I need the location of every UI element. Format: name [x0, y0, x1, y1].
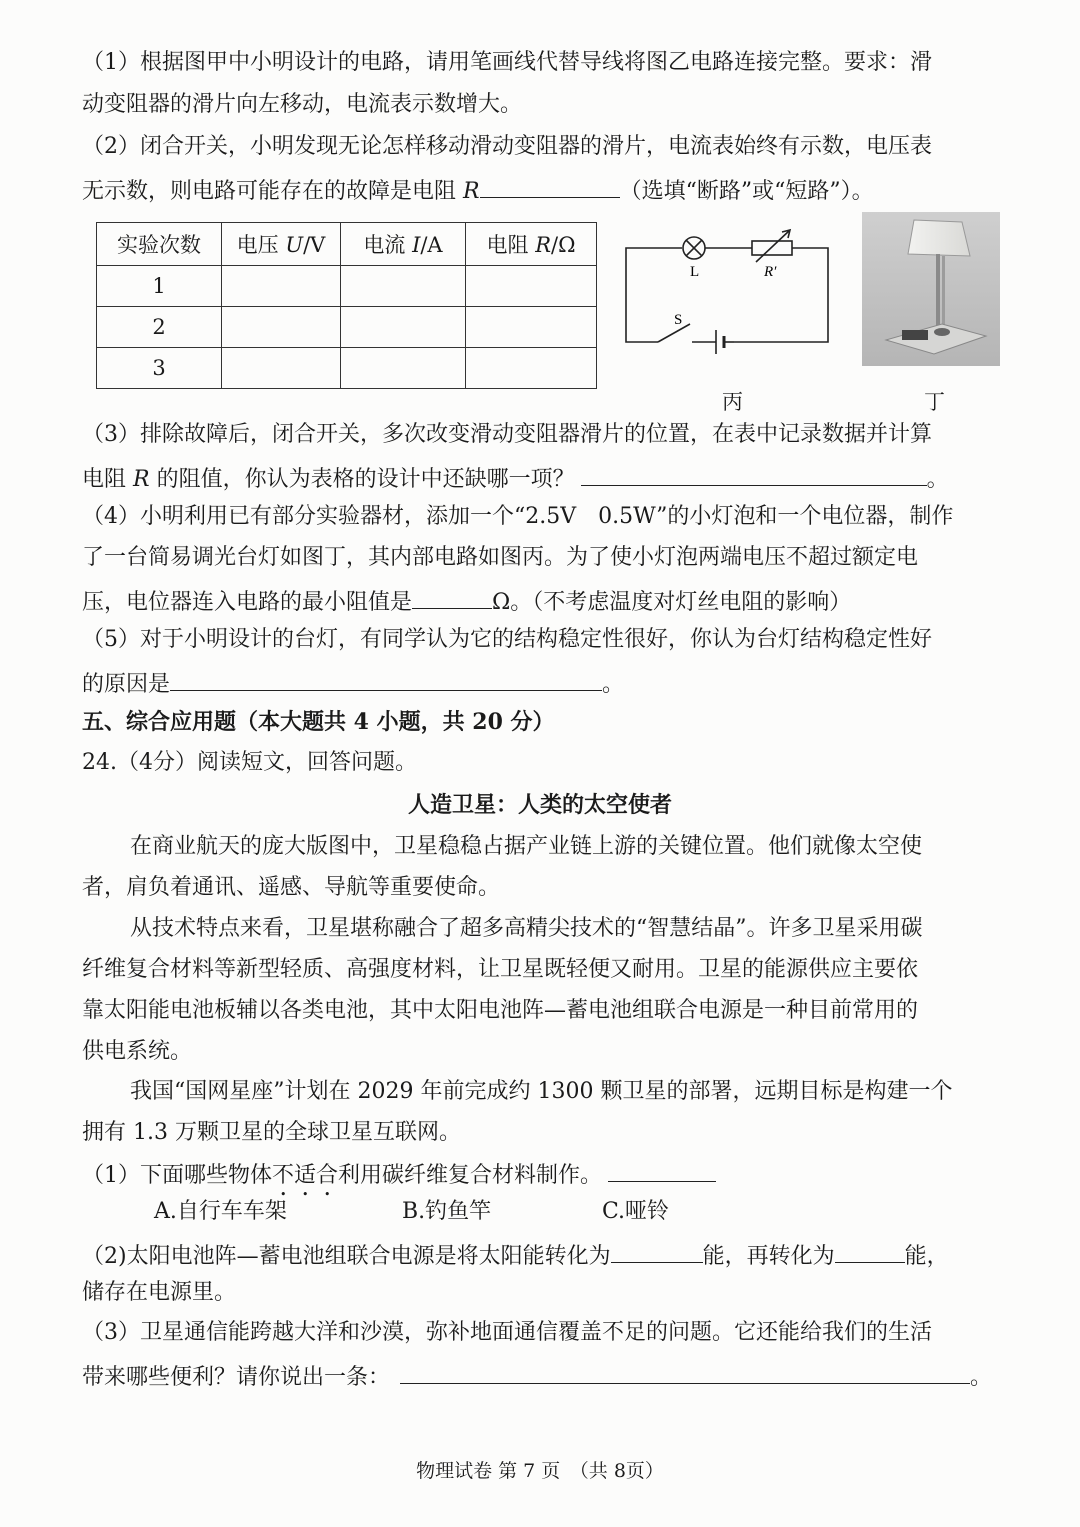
q23-part4-text: 压，电位器连入电路的最小阻值是: [82, 590, 413, 615]
resistor-symbol: R: [133, 467, 150, 492]
page-footer: 物理试卷 第 7 页 （共 8页）: [416, 1460, 664, 1482]
table-cell[interactable]: [341, 307, 466, 348]
section-title: 五、综合应用题（本大题共 4 小题，共 20 分）: [82, 709, 555, 735]
q24-part3-line2: [82, 1359, 992, 1389]
q23-part3-text: 的阻值，你认为表格的设计中还缺哪一项？: [149, 467, 575, 492]
q24-part2-text: （2)太阳电池阵—蓄电池组联合电源是将太阳能转化为: [82, 1244, 611, 1269]
q24-stem: 24.（4分）阅读短文，回答问题。: [82, 750, 417, 775]
trial-number-cell: 1: [97, 266, 222, 307]
table-cell[interactable]: [466, 348, 597, 389]
article-paragraph: 我国“国网星座”计划在 2029 年前完成约 1300 颗卫星的部署，远期目标是构建一个: [130, 1079, 953, 1104]
article-paragraph: 在商业航天的庞大版图中，卫星稳稳占据产业链上游的关键位置。他们就像太空使: [130, 834, 923, 859]
q23-part4-line2: 了一台简易调光台灯如图丁，其内部电路如图丙。为了使小灯泡两端电压不超过额定电: [82, 545, 919, 570]
wire-right: [734, 248, 828, 342]
q23-part4-text: Ω。（不考虑温度对灯丝电阻的影响）: [492, 590, 852, 615]
desk-lamp-photo: [862, 212, 1000, 366]
answer-blank[interactable]: [412, 584, 492, 609]
answer-blank[interactable]: [170, 666, 602, 691]
emphasis-text: 不适合: [272, 1163, 339, 1188]
q24-part2-line1: [82, 1238, 949, 1268]
resistor-symbol: R: [463, 179, 480, 204]
figure-caption-bing: 丙: [722, 390, 743, 414]
rheostat-label: R′: [764, 264, 777, 280]
table-cell[interactable]: [341, 266, 466, 307]
circuit-diagram: [618, 222, 838, 362]
data-table: [96, 222, 597, 389]
table-row: [97, 307, 597, 348]
trial-number-cell: 3: [97, 348, 222, 389]
q23-part5-line2: [82, 666, 624, 696]
q24-part2-text: 能，: [904, 1244, 949, 1269]
article-paragraph: 供电系统。: [82, 1039, 193, 1064]
option-a[interactable]: A.自行车车架: [154, 1199, 287, 1224]
q23-part2-text: 无示数，则电路可能存在的故障是电阻: [82, 179, 463, 204]
q24-part1: [82, 1157, 716, 1187]
article-title: 人造卫星：人类的太空使者: [407, 792, 672, 818]
q24-part3-text: 带来哪些便利？请你说出一条：: [82, 1365, 391, 1390]
answer-blank[interactable]: [835, 1238, 905, 1263]
table-row: [97, 266, 597, 307]
q23-part5-end: 。: [602, 672, 625, 697]
q23-part5-line1: （5）对于小明设计的台灯，有同学认为它的结构稳定性很好，你认为台灯结构稳定性好: [82, 627, 932, 652]
table-header-cell: 电阻 R/Ω: [466, 223, 597, 266]
q24-part2-text: 能，再转化为: [702, 1244, 835, 1269]
q23-part3-end: 。: [926, 467, 949, 492]
switch-label: S: [674, 312, 683, 328]
table-header-cell: 电流 I/A: [341, 223, 466, 266]
table-cell[interactable]: [466, 307, 597, 348]
article-paragraph: 纤维复合材料等新型轻质、高强度材料，让卫星既轻便又耐用。卫星的能源供应主要依: [82, 957, 919, 982]
q23-part5-text: 的原因是: [82, 672, 171, 697]
article-paragraph: 靠太阳能电池板辅以各类电池，其中太阳电池阵—蓄电池组联合电源是一种目前常用的: [82, 998, 919, 1023]
option-c[interactable]: C.哑铃: [602, 1199, 670, 1224]
article-paragraph: 者，肩负着通讯、遥感、导航等重要使命。: [82, 875, 501, 900]
q23-part4-line3: [82, 584, 851, 614]
article-paragraph: 从技术特点来看，卫星堪称融合了超多高精尖技术的“智慧结晶”。许多卫星采用碳: [130, 916, 923, 941]
table-cell[interactable]: [222, 348, 341, 389]
figure-caption-ding: 丁: [924, 390, 945, 414]
table-cell[interactable]: [222, 266, 341, 307]
table-cell[interactable]: [466, 266, 597, 307]
q24-part1-text: 利用碳纤维复合材料制作。: [338, 1163, 603, 1188]
q23-part2-line1: （2）闭合开关，小明发现无论怎样移动滑动变阻器的滑片，电流表始终有示数，电压表: [82, 134, 932, 159]
table-header-cell: 电压 U/V: [222, 223, 341, 266]
q23-part4-line1: （4）小明利用已有部分实验器材，添加一个“2.5V 0.5W”的小灯泡和一个电位器，制作: [82, 504, 954, 529]
table-row: [97, 348, 597, 389]
article-paragraph: 拥有 1.3 万颗卫星的全球卫星互联网。: [82, 1120, 461, 1145]
answer-blank[interactable]: [581, 461, 927, 486]
option-b[interactable]: B.钓鱼竿: [402, 1199, 492, 1224]
q23-part1-line1: （1）根据图甲中小明设计的电路，请用笔画线代替导线将图乙电路连接完整。要求：滑: [82, 50, 932, 75]
q23-part2-line2: [82, 173, 874, 203]
q24-part3-line1: （3）卫星通信能跨越大洋和沙漠，弥补地面通信覆盖不足的问题。它还能给我们的生活: [82, 1320, 932, 1345]
answer-blank[interactable]: [608, 1157, 716, 1182]
q24-part3-end: 。: [970, 1365, 993, 1390]
table-header-row: [97, 223, 597, 266]
rheostat-arrow: [756, 230, 790, 262]
q23-part3-text: 电阻: [82, 467, 133, 492]
answer-blank[interactable]: [611, 1238, 703, 1263]
q23-part3-line1: （3）排除故障后，闭合开关，多次改变滑动变阻器滑片的位置，在表中记录数据并计算: [82, 422, 932, 447]
table-cell[interactable]: [341, 348, 466, 389]
q24-part1-text: （1）下面哪些物体: [82, 1163, 272, 1188]
q24-part2-line2: 储存在电源里。: [82, 1280, 237, 1305]
q23-part2-hint: （选填“断路”或“短路”）。: [619, 179, 874, 204]
trial-number-cell: 2: [97, 307, 222, 348]
lamp-label: L: [690, 264, 700, 280]
table-cell[interactable]: [222, 307, 341, 348]
answer-blank[interactable]: [400, 1359, 970, 1384]
q23-part1-line2: 动变阻器的滑片向左移动，电流表示数增大。: [82, 92, 523, 117]
table-header-cell: 实验次数: [97, 223, 222, 266]
q23-part3-line2: [82, 461, 949, 491]
answer-blank[interactable]: [480, 173, 620, 198]
